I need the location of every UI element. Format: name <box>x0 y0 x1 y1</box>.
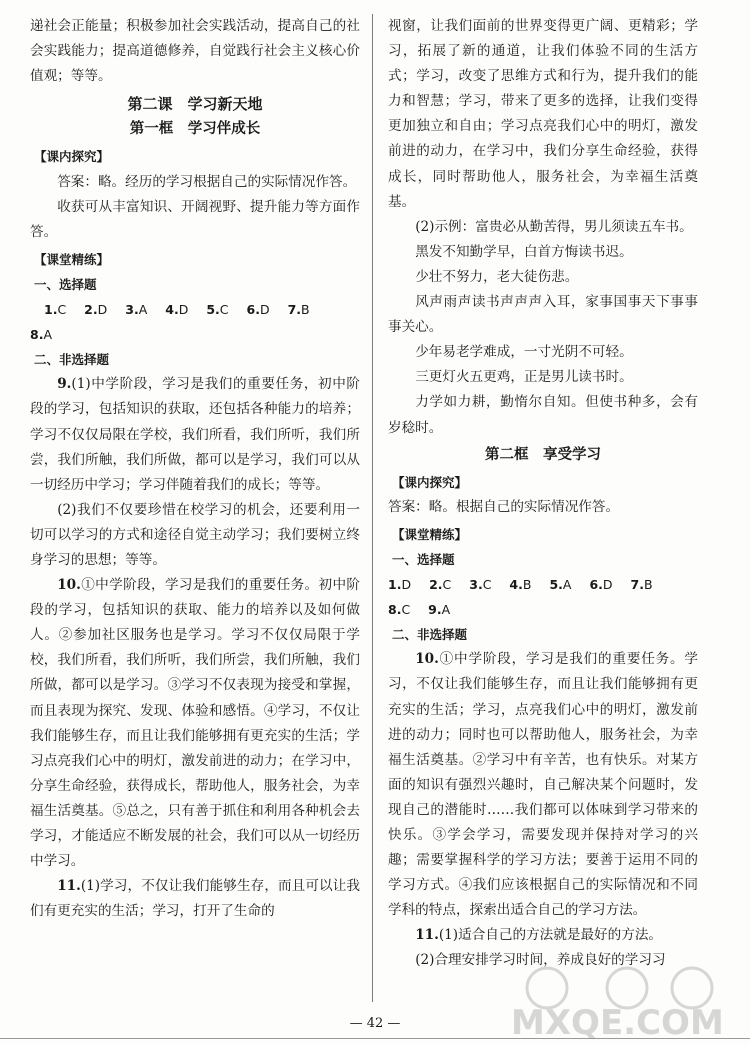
frame-title: 第一框 学习伴成长 <box>129 121 261 138</box>
mc-answer: 1.D <box>388 577 412 593</box>
mc-answer: 2.D <box>84 302 108 318</box>
proverb: 黑发不知勤学早，白首方悔读书迟。 <box>415 243 633 260</box>
mc-answer: 9.A <box>428 602 451 618</box>
mc-answers-row-2 <box>30 322 360 347</box>
explore-answer: 答案：略。经历的学习根据自己的实际情况作答。 <box>57 173 357 190</box>
non-mc-heading: 二、非选择题 <box>34 352 110 368</box>
proverb: 力学如力耕，勤惰尔自知。但使书种多，会有岁稔时。 <box>388 394 698 436</box>
proverb: 三更灯火五更鸡，正是男儿读书时。 <box>415 369 633 386</box>
mc-heading: 一、选择题 <box>392 551 455 567</box>
q11-part1-continued: 视窗，让我们面前的世界变得更广阔、更精彩；学习，拓展了新的通道，让我们体验不同的生活方式；学习，改变了思维方式和行为，提升我们的能力和智慧；学习，带来了更多的选择，让我们变得更加独立和自由；学习点亮我们心中的明灯，激发前进的动力，在学习中，我们分享生命经验，获得成长，同时帮助他人，服务社会，为幸福生活奠基。 <box>388 18 698 210</box>
mc-answer: 7.B <box>630 577 653 593</box>
q11-part2-intro: (2)示例：富贵必从勤苦得，男儿须读五车书。 <box>415 218 693 235</box>
explore-answer: 答案：略。根据自己的实际情况作答。 <box>388 498 620 515</box>
q9-part1: 9.(1)中学阶段，学习是我们的重要任务，初中阶段的学习，包括知识的获取，还包括各种能力的培养；学习不仅仅局限在学校，我们所看，我们所听，我们所尝，我们所触，我们所做，都可以是学习，我们可以从一切经历中学习；学习伴随着我们的成长；等等。 <box>30 376 360 493</box>
mc-answer: 5.C <box>206 302 229 318</box>
intro-continued: 递社会正能量；积极参加社会实践活动，提高自己的社会实践能力；提高道德修养，自觉践行社会主义核心价值观；等等。 <box>30 18 360 85</box>
mc-answer: 2.C <box>429 577 452 593</box>
mc-answer: 7.B <box>287 302 310 318</box>
mc-answer: 3.A <box>125 302 148 318</box>
mc-answers-row <box>388 572 698 597</box>
mc-answers-row-2 <box>388 597 698 622</box>
section-practice: 【课堂精练】 <box>392 526 468 542</box>
left-column <box>30 14 360 1006</box>
section-explore: 【课内探究】 <box>34 149 110 165</box>
watermark-text: MXQE.COM <box>511 1003 724 1040</box>
q11-part2-start: (2)合理安排学习时间，养成良好的学习习 <box>415 952 666 969</box>
mc-answer: 6.D <box>246 302 270 318</box>
right-column <box>388 14 698 1006</box>
non-mc-heading: 二、非选择题 <box>392 627 468 643</box>
mc-answer: 3.C <box>469 577 492 593</box>
section-practice: 【课堂精练】 <box>34 251 110 267</box>
mc-answer: 1.C <box>44 302 67 318</box>
q11-answer-start: 11.(1)学习，不仅让我们能够生存，而且可以让我们有更充实的生活；学习，打开了生命的 <box>30 878 360 920</box>
mc-answer: 4.D <box>165 302 189 318</box>
proverb: 少壮不努力，老大徒伤悲。 <box>415 268 579 285</box>
mc-heading: 一、选择题 <box>34 276 97 292</box>
mc-answer: 8.C <box>388 602 411 618</box>
mc-answer: 8.A <box>30 327 53 343</box>
watermark-logo <box>507 960 732 1040</box>
q10-answer: 10.①中学阶段，学习是我们的重要任务。初中阶段的学习，包括知识的获取、能力的培养以及如何做人。②参加社区服务也是学习。学习不仅仅局限于学校，我们所看，我们所听，我们所尝，我们所触，我们所做，都可以是学习。③学习不仅表现为接受和掌握，而且表现为探究、发现、体验和感悟。④学习，不仅让我们能够生存，而且让我们能够拥有更充实的生活；学习点亮我们心中的明灯，激发前进的动力；在学习中，分享生命经验，获得成长，帮助他人，服务社会，为幸福生活奠基。⑤总之，只有善于抓住和利用各种机会去学习，才能适应不断发展的社会，我们可以从一切经历中学习。 <box>30 577 360 870</box>
mc-answer: 4.B <box>509 577 532 593</box>
proverb: 少年易老学难成，一寸光阴不可轻。 <box>415 344 633 361</box>
mc-answer: 6.D <box>589 577 613 593</box>
q10-answer: 10.①中学阶段，学习是我们的重要任务。学习，不仅让我们能够生存，而且让我们能够拥有更充实的生活；学习，点亮我们心中的明灯，激发前进的动力；同时也可以帮助他人，服务社会，为幸福生活奠基。②学习中有辛苦，也有快乐。对某方面的知识有强烈兴趣时，自己解决某个问题时，发现自己的潜能时……我们都可以体味到学习带来的快乐。③学会学习，需要发现并保持对学习的兴趣；需要掌握科学的学习方法；要善于运用不同的学习方式。④我们应该根据自己的实际情况和不同学科的特点，探索出适合自己的学习方法。 <box>388 651 698 919</box>
proverb: 风声雨声读书声声声入耳，家事国事天下事事事关心。 <box>388 294 698 336</box>
q9-part2: (2)我们不仅要珍惜在校学习的机会，还要利用一切可以学习的方式和途径自觉主动学习；我们要树立终身学习的思想；等等。 <box>30 501 360 568</box>
frame-title: 第二框 享受学习 <box>485 446 601 463</box>
section-explore: 【课内探究】 <box>392 474 468 490</box>
lesson-title: 第二课 学习新天地 <box>127 95 263 114</box>
page-number: — 42 — <box>349 1016 401 1031</box>
mc-answers-row <box>44 297 360 322</box>
q11-part1: 11.(1)适合自己的方法就是最好的方法。 <box>415 927 663 944</box>
column-divider <box>372 14 373 1002</box>
explore-harvest: 收获可从丰富知识、开阔视野、提升能力等方面作答。 <box>30 198 360 240</box>
mc-answer: 5.A <box>549 577 572 593</box>
